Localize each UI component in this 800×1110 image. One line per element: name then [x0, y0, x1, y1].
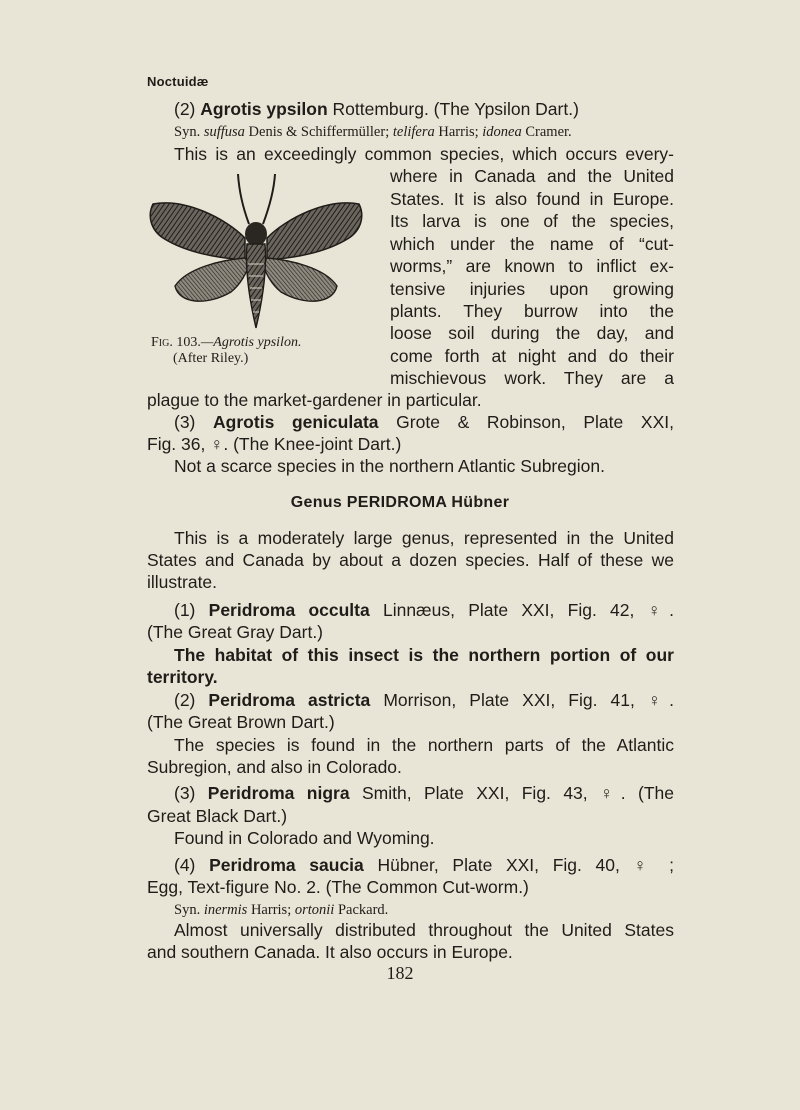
species-entry-heading: (3) Peridroma nigra Smith, Plate XXI, Fig. 43, ♀. (The: [174, 783, 674, 803]
body-line: illustrate.: [147, 572, 218, 592]
figure-caption: Fig. 103.—Agrotis ypsilon. (After Riley.): [151, 335, 302, 366]
species-entry-heading: (1) Peridroma occulta Linnæus, Plate XXI, Fig. 42, ♀.: [174, 600, 674, 620]
body-line: plants. They burrow into the: [390, 301, 674, 321]
body-line: Fig. 36, ♀. (The Knee-joint Dart.): [147, 434, 402, 454]
body-line: come forth at night and do their: [390, 346, 674, 366]
body-line: This is a moderately large genus, represented in the United: [174, 528, 674, 548]
body-line: States and Canada by about a dozen species. Half of these we: [147, 550, 674, 570]
body-line: Its larva is one of the species,: [390, 211, 674, 231]
body-line: plague to the market-gardener in particular.: [147, 390, 482, 410]
body-line: which under the name of “cut-: [390, 234, 674, 254]
body-line: tensive injuries upon growing: [390, 279, 674, 299]
species-entry-heading: (2) Peridroma astricta Morrison, Plate XXI, Fig. 41, ♀.: [174, 690, 674, 710]
species-name: Agrotis ypsilon: [200, 99, 328, 119]
body-line: Almost universally distributed throughout the United States: [174, 920, 674, 940]
body-line: worms,” are known to inflict ex-: [390, 256, 674, 276]
running-head: Noctuidæ: [147, 74, 209, 89]
body-line: Not a scarce species in the northern Atlantic Subregion.: [174, 456, 605, 476]
species-entry-heading: (3) Agrotis geniculata Grote & Robinson, Plate XXI,: [174, 412, 674, 432]
moth-icon: [145, 168, 370, 338]
page-number: 182: [386, 963, 414, 983]
body-line: territory.: [147, 667, 218, 687]
body-line: where in Canada and the United: [390, 166, 674, 186]
synonymy: Syn. suffusa Denis & Schiffermüller; telifera Harris; idonea Cramer.: [174, 124, 572, 140]
moth-illustration: [145, 168, 370, 338]
body-line: Egg, Text-figure No. 2. (The Common Cut-worm.): [147, 877, 529, 897]
body-line: The species is found in the northern parts of the Atlantic: [174, 735, 674, 755]
body-line: (The Great Brown Dart.): [147, 712, 335, 732]
species-entry-heading: (2) Agrotis ypsilon Rottemburg. (The Ypsilon Dart.): [174, 99, 579, 119]
species-name: Agrotis geniculata: [213, 412, 379, 432]
species-entry-heading: (4) Peridroma saucia Hübner, Plate XXI, Fig. 40, ♀ ;: [174, 855, 674, 875]
body-line: States. It is also found in Europe.: [390, 189, 674, 209]
body-line: mischievous work. They are a: [390, 368, 674, 388]
species-name: Peridroma occulta: [208, 600, 370, 620]
genus-heading: Genus PERIDROMA Hübner: [290, 494, 510, 511]
body-line: and southern Canada. It also occurs in Europe.: [147, 942, 513, 962]
body-line: This is an exceedingly common species, which occurs every-: [174, 144, 674, 164]
body-line: The habitat of this insect is the northern portion of our: [174, 645, 674, 665]
body-line: Subregion, and also in Colorado.: [147, 757, 402, 777]
body-line: Great Black Dart.): [147, 806, 288, 826]
species-name: Peridroma saucia: [209, 855, 364, 875]
species-name: Peridroma astricta: [208, 690, 371, 710]
body-line: (The Great Gray Dart.): [147, 622, 324, 642]
species-name: Peridroma nigra: [207, 783, 350, 803]
synonymy: Syn. inermis Harris; ortonii Packard.: [174, 902, 389, 918]
body-line: Found in Colorado and Wyoming.: [174, 828, 435, 848]
body-line: loose soil during the day, and: [390, 323, 674, 343]
